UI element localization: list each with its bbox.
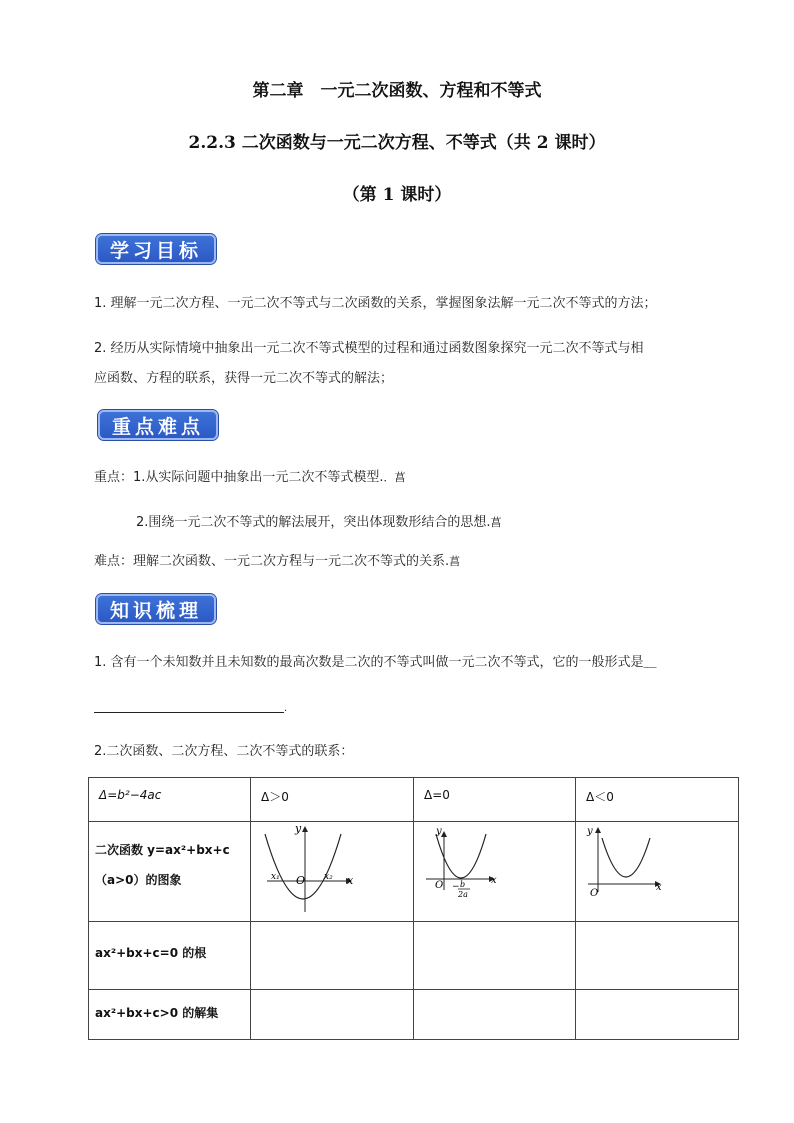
y-label: y bbox=[295, 822, 302, 835]
parabola bbox=[602, 838, 650, 877]
origin-label: O bbox=[296, 874, 306, 887]
table-header-row bbox=[89, 778, 739, 822]
fill-blank-end: . bbox=[284, 703, 288, 714]
vertex-sign: − bbox=[452, 882, 460, 892]
header-delta-negative: Δ＜0 bbox=[586, 790, 614, 804]
key-point-1-mark: ．菖 bbox=[383, 471, 406, 484]
key-point-2-mark: 菖 bbox=[490, 516, 502, 529]
y-label: y bbox=[587, 826, 593, 837]
vertex-denominator: 2a bbox=[458, 890, 468, 899]
fill-blank-line bbox=[94, 712, 284, 713]
graph-two-roots bbox=[251, 822, 413, 918]
goal-item-2-cont: 应函数、方程的联系，获得一元二次不等式的解法； bbox=[94, 371, 394, 386]
relation-table bbox=[88, 777, 739, 1040]
difficult-point-mark: 菖 bbox=[449, 555, 461, 568]
origin-label: O bbox=[435, 880, 444, 891]
goals-badge: 学习目标 bbox=[96, 234, 216, 264]
chapter-title: 第二章 一元二次函数、方程和不等式 bbox=[252, 81, 542, 101]
header-delta-zero: Δ=0 bbox=[424, 788, 450, 802]
root-x1-label: x₁ bbox=[271, 872, 280, 882]
section-title: 2.2.3 二次函数与一元二次方程、不等式（共 2 课时） bbox=[188, 133, 606, 153]
knowledge-badge: 知识梳理 bbox=[96, 594, 216, 624]
table-row bbox=[89, 922, 739, 990]
graph-no-root bbox=[576, 822, 738, 918]
lesson-title: （第 1 课时） bbox=[342, 185, 452, 205]
row-label-roots: ax²+bx+c=0 的根 bbox=[95, 946, 207, 960]
key-point-2: 2.围绕一元二次不等式的解法展开，突出体现数形结合的思想.菖 bbox=[136, 515, 502, 530]
x-label: x bbox=[347, 874, 354, 887]
graph-one-root bbox=[414, 822, 576, 918]
parabola bbox=[265, 834, 341, 899]
vertex-numerator: b bbox=[460, 880, 466, 889]
x-label: x bbox=[491, 875, 497, 886]
key-points-badge: 重点难点 bbox=[98, 410, 218, 440]
origin-label: O bbox=[590, 888, 599, 899]
row-label-graph-cond: （a>0）的图象 bbox=[95, 873, 182, 887]
row-label-graph: 二次函数 y=ax²+bx+c bbox=[95, 843, 230, 857]
header-delta-positive: Δ＞0 bbox=[261, 790, 289, 804]
knowledge-item-2: 2.二次函数、二次方程、二次不等式的联系： bbox=[94, 744, 354, 759]
x-label: x bbox=[656, 882, 662, 893]
goal-item-2: 2. 经历从实际情境中抽象出一元二次不等式模型的过程和通过函数图象探究一元二次不等式与相 bbox=[94, 341, 644, 356]
row-label-solution-set: ax²+bx+c>0 的解集 bbox=[95, 1006, 219, 1020]
y-label: y bbox=[436, 826, 442, 837]
table-row bbox=[89, 990, 739, 1040]
key-point-1: 重点：1.从实际问题中抽象出一元二次不等式模型.．菖 bbox=[94, 470, 406, 485]
root-x2-label: x₂ bbox=[324, 872, 333, 882]
goal-item-1: 1. 理解一元二次方程、一元二次不等式与二次函数的关系，掌握图象法解一元二次不等式的方法； bbox=[94, 296, 657, 311]
table-row bbox=[89, 822, 739, 922]
header-discriminant: Δ=b²−4ac bbox=[99, 788, 162, 802]
difficult-point: 难点：理解二次函数、一元二次方程与一元二次不等式的关系.菖 bbox=[94, 554, 461, 569]
knowledge-item-1: 1. 含有一个未知数并且未知数的最高次数是二次的不等式叫做一元二次不等式，它的一般形式是＿ bbox=[94, 655, 657, 670]
